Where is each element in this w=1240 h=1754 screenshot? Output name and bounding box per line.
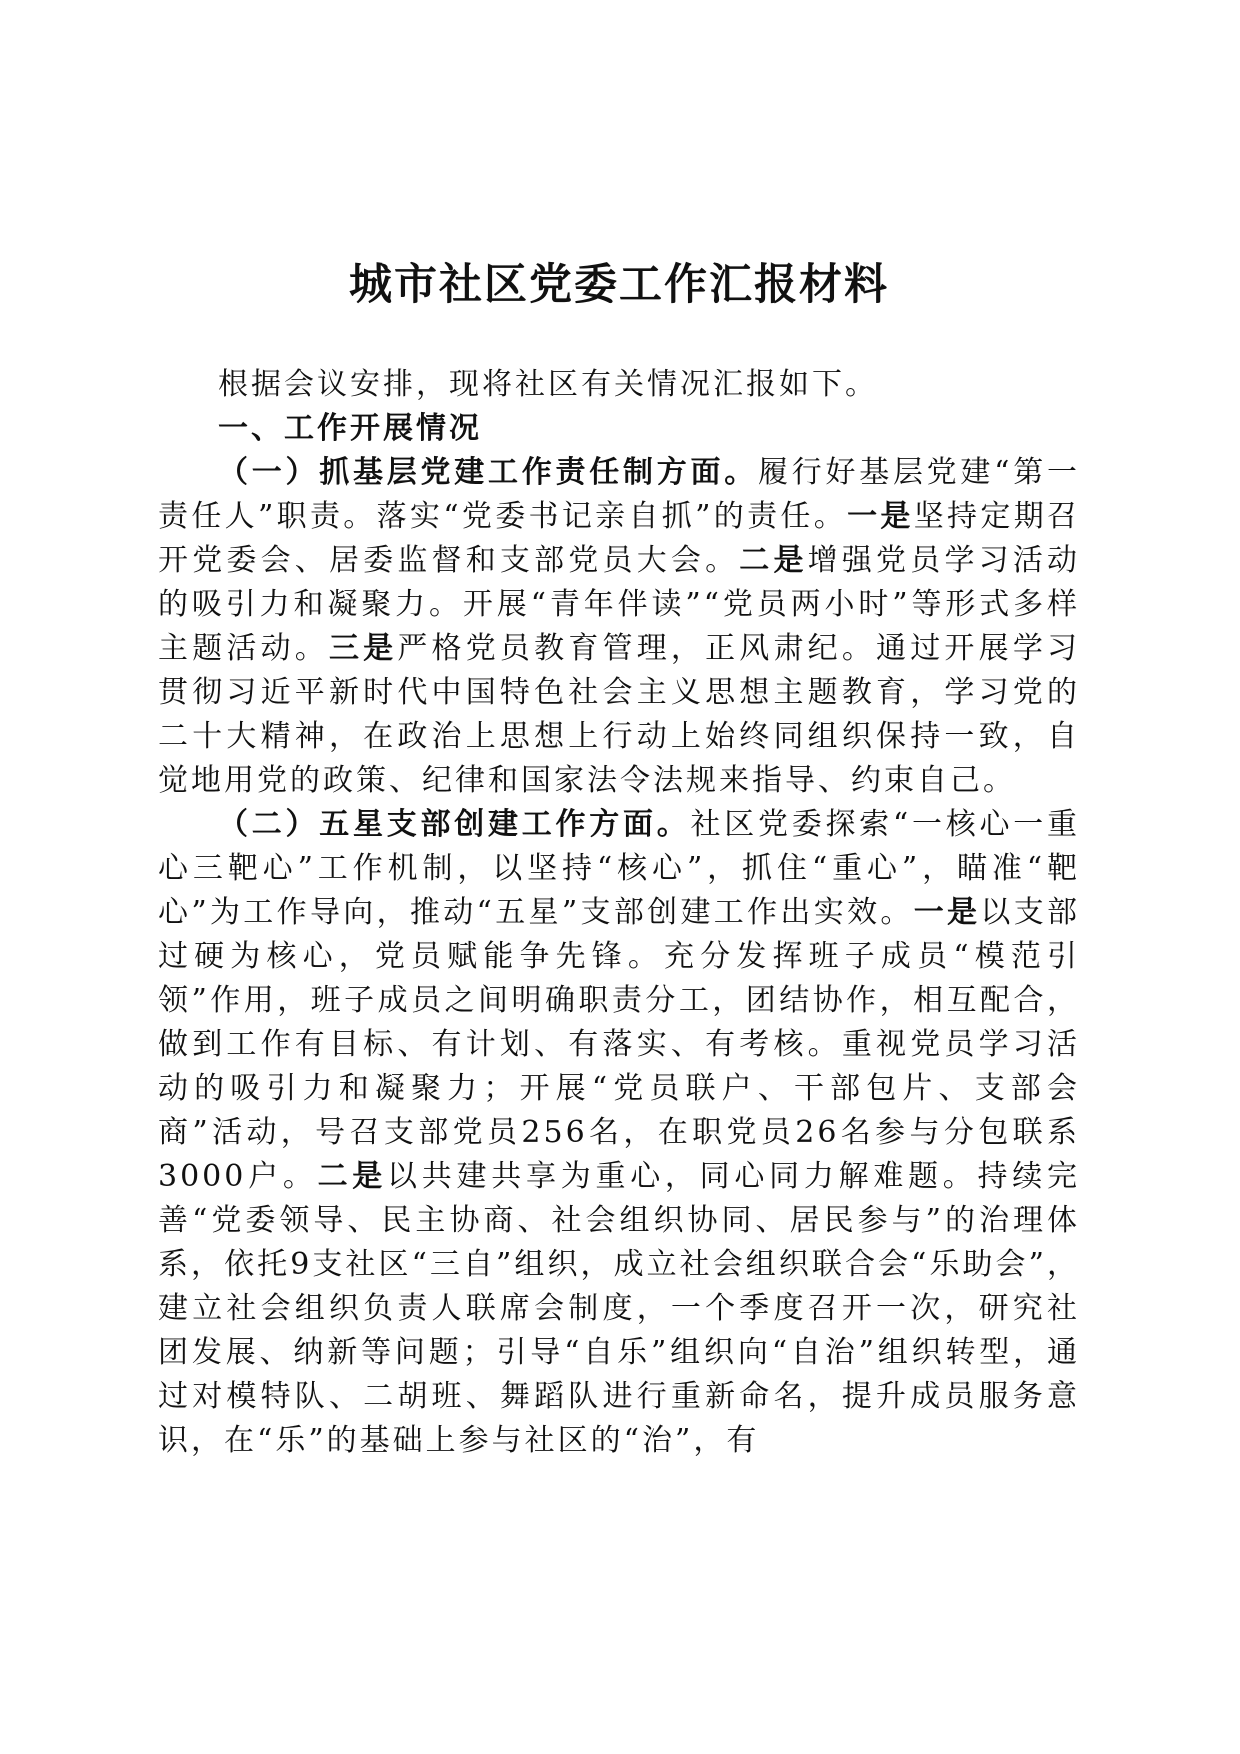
keyword-first: 一是 xyxy=(847,499,914,534)
paragraph-text: 履行好基层党建“第一责任人”职责。落实“党委书记亲自抓”的责任。 xyxy=(158,455,1081,534)
paragraph-responsibility xyxy=(158,451,1080,803)
paragraph-text: 以支部过硬为核心，党员赋能争先锋。充分发挥班子成员“模范引领”作用，班子成员之间明确职责分工，团结协作，相互配合，做到工作有目标、有计划、有落实、有考核。重视党员学习活动的吸引力和凝聚力；开展“党员联户、干部包片、支部会商”活动，号召支部党员256名，在职党员26名参与分包联系3000户。 xyxy=(158,895,1081,1194)
keyword-third: 三是 xyxy=(328,631,398,666)
paragraph-text: 增强党员学习活动的吸引力和凝聚力。开展“青年伴读”“党员两小时”等形式多样主题活动。 xyxy=(158,543,1081,666)
paragraph-text: 严格党员教育管理，正风肃纪。通过开展学习贯彻习近平新时代中国特色社会主义思想主题教育，学习党的二十大精神，在政治上思想上行动上始终同组织保持一致，自觉地用党的政策、纪律和国家法令法规来指导、约束自己。 xyxy=(158,631,1081,798)
keyword-second: 二是 xyxy=(317,1159,388,1194)
document-title: 城市社区党委工作汇报材料 xyxy=(349,260,889,310)
paragraph-five-star xyxy=(158,803,1080,1463)
keyword-second: 二是 xyxy=(739,543,808,578)
paragraph-text: 社区党委探索“一核心一重心三靶心”工作机制，以坚持“核心”，抓住“重心”，瞄准“靶心”为工作导向，推动“五星”支部创建工作出实效。 xyxy=(158,807,1080,930)
intro-paragraph: 根据会议安排，现将社区有关情况汇报如下。 xyxy=(218,367,878,402)
keyword-first: 一是 xyxy=(913,895,981,930)
paragraph-text: 以共建共享为重心，同心同力解难题。持续完善“党委领导、民主协商、社会组织协同、居民参与”的治理体系，依托9支社区“三自”组织，成立社会组织联合会“乐助会”，建立社会组织负责人联席会制度，一个季度召开一次，研究社团发展、纳新等问题；引导“自乐”组织向“自治”组织转型，通过对模特队、二胡班、舞蹈队进行重新命名，提升成员服务意识，在“乐”的基础上参与社区的“治”，有 xyxy=(158,1159,1081,1458)
paragraph-heading: （二）五星支部创建工作方面。 xyxy=(218,807,691,842)
section-heading: 一、工作开展情况 xyxy=(218,411,482,446)
paragraph-text: 坚持定期召开党委会、居委监督和支部党员大会。 xyxy=(158,499,1081,578)
paragraph-heading: （一）抓基层党建工作责任制方面。 xyxy=(218,455,758,490)
